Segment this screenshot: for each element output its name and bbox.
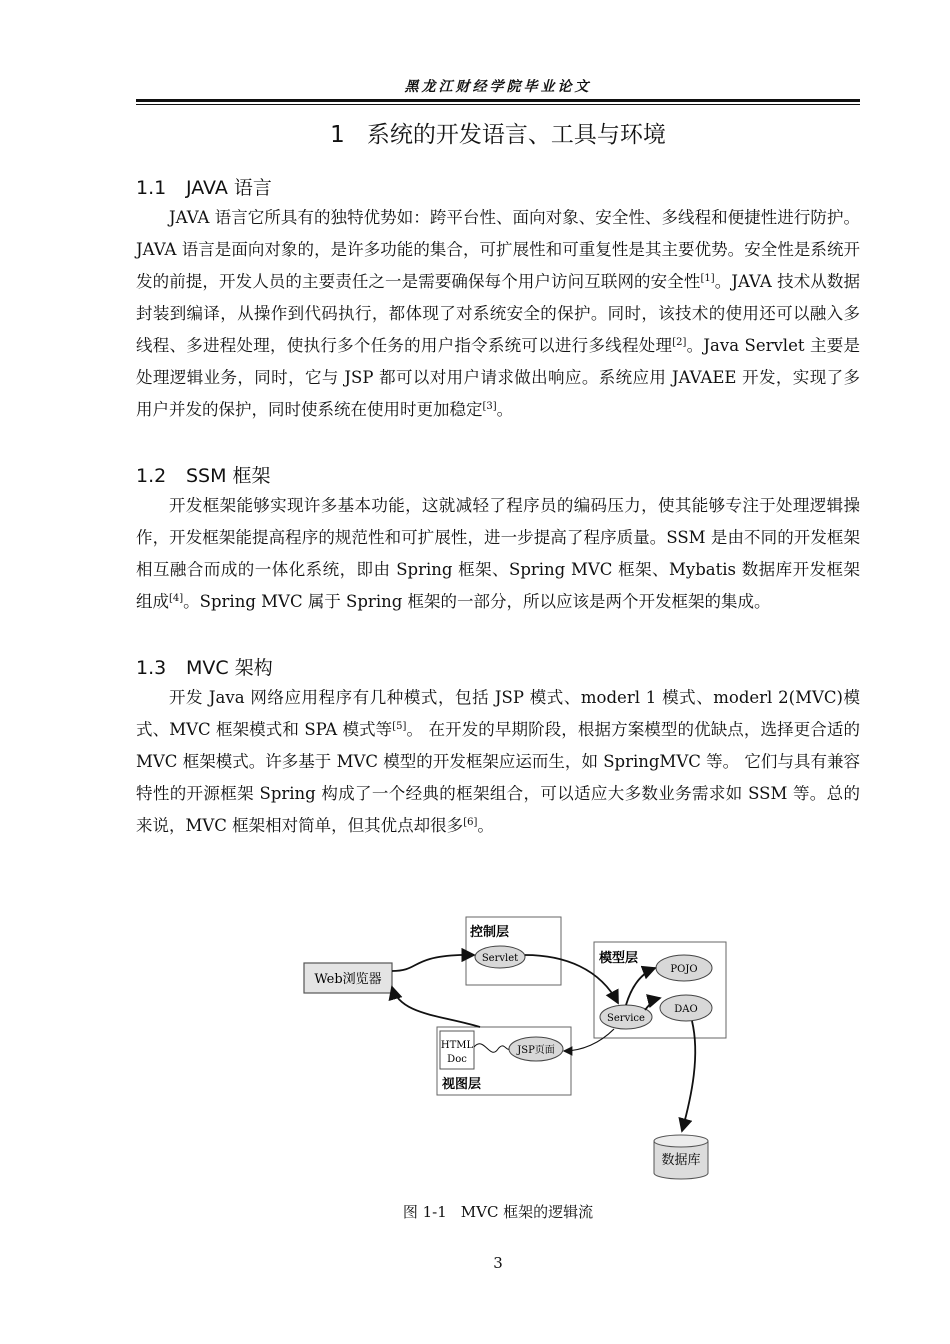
html-doc-label-line1: HTML: [440, 1040, 474, 1051]
arrow-service-to-dao: [645, 998, 660, 1010]
header-rule-thin: [136, 104, 860, 105]
paragraph-ssm: [136, 490, 860, 618]
model-layer-label: 模型层: [599, 951, 639, 966]
section-heading-1-1: [136, 173, 272, 200]
paragraph-java: [136, 202, 860, 426]
text-run: 。: [477, 816, 494, 835]
running-header: 黑龙江财经学院毕业论文: [404, 79, 592, 95]
figure-caption: [136, 1201, 860, 1222]
section-number: 1.2: [136, 465, 167, 487]
control-layer-label: 控制层: [470, 925, 510, 940]
text-run: 。JAVA 技术从数据封装到编译，从操作到代码执行，都体现了对系统安全的保护。同时，该技术的使用还可以融入多线程、多进程处理，使执行多个任务的用户指令系统可以进行多线程处理: [136, 272, 860, 355]
section-heading-1-2: [136, 461, 271, 488]
text-run: 。: [496, 400, 514, 419]
database-label: 数据库: [661, 1153, 701, 1168]
arrow-view-to-browser: [392, 987, 480, 1027]
citation: [4]: [169, 593, 184, 604]
figure-caption-text: MVC 框架的逻辑流: [460, 1203, 594, 1221]
browser-label: Web浏览器: [314, 972, 382, 987]
text-run: 。Spring MVC 属于 Spring 框架的一部分，所以应该是两个开发框架的集成。: [183, 592, 771, 611]
text-run: JAVA 语言它所具有的独特优势如：跨平台性、面向对象、安全性、多线程和便捷性进行防护。JAVA 语言是面向对象的，是许多功能的集合，可扩展性和可重复性是其主要优势。安全性是系统开发的前提，开发人员的主要责任之一是需要确保每个用户访问互联网的安全性: [136, 208, 860, 291]
citation: [3]: [482, 401, 497, 412]
citation: [2]: [672, 337, 687, 348]
section-number: 1.3: [136, 657, 167, 679]
service-label: Service: [607, 1013, 645, 1024]
citation: [6]: [463, 817, 478, 828]
chapter-title: [136, 116, 860, 149]
chapter-number: 1: [330, 122, 345, 148]
mvc-diagram: [300, 905, 740, 1190]
page-number: 3: [493, 1254, 503, 1272]
chapter-title-text: 系统的开发语言、工具与环境: [366, 122, 666, 148]
section-title: JAVA 语言: [186, 177, 272, 199]
text-run: 开发 Java 网络应用程序有几种模式，包括 JSP 模式、moderl 1 模式、moderl 2(MVC)模式、MVC 框架模式和 SPA 模式等: [136, 688, 860, 739]
text-run: 。 在开发的早期阶段，根据方案模型的优缺点，选择更合适的 MVC 框架模式。许多基于 MVC 模型的开发框架应运而生，如 SpringMVC 等。 它们与具有兼容特性的开源框架 Spring 构成了一个经典的框架组合，可以适应大多数业务需求如 SSM 等。总的来说，MVC 框架相对简单，但其优点却很多: [136, 720, 860, 835]
text-run: 开发框架能够实现许多基本功能，这就减轻了程序员的编码压力，使其能够专注于处理逻辑操作，开发框架能提高程序的规范性和可扩展性，进一步提高了程序质量。SSM 是由不同的开发框架相互融合而成的一体化系统，即由 Spring 框架、Spring MVC 框架、Mybatis 数据库开发框架组成: [136, 496, 860, 611]
dao-label: DAO: [674, 1004, 698, 1015]
header-rule-thick: [136, 99, 860, 102]
jsp-label: JSP页面: [517, 1045, 555, 1056]
figure-number: 图 1-1: [402, 1203, 447, 1221]
link-html-jsp: [474, 1044, 509, 1052]
section-number: 1.1: [136, 177, 167, 199]
pojo-label: POJO: [670, 964, 698, 975]
text-run: 。Java Servlet 主要是处理逻辑业务，同时，它与 JSP 都可以对用户请求做出响应。系统应用 JAVAEE 开发，实现了多用户并发的保护，同时使系统在使用时更加稳定: [136, 336, 860, 419]
section-heading-1-3: [136, 653, 273, 680]
paragraph-mvc: [136, 682, 860, 842]
citation: [5]: [392, 721, 407, 732]
citation: [1]: [700, 273, 715, 284]
section-title: SSM 框架: [186, 465, 271, 487]
database-top: [654, 1135, 708, 1147]
view-layer-label: 视图层: [442, 1077, 482, 1092]
arrow-service-to-pojo: [626, 968, 655, 1005]
servlet-label: Servlet: [481, 953, 519, 964]
html-doc-label-line2: Doc: [447, 1054, 467, 1065]
arrow-browser-to-servlet: [392, 955, 474, 971]
section-title: MVC 架构: [186, 657, 273, 679]
